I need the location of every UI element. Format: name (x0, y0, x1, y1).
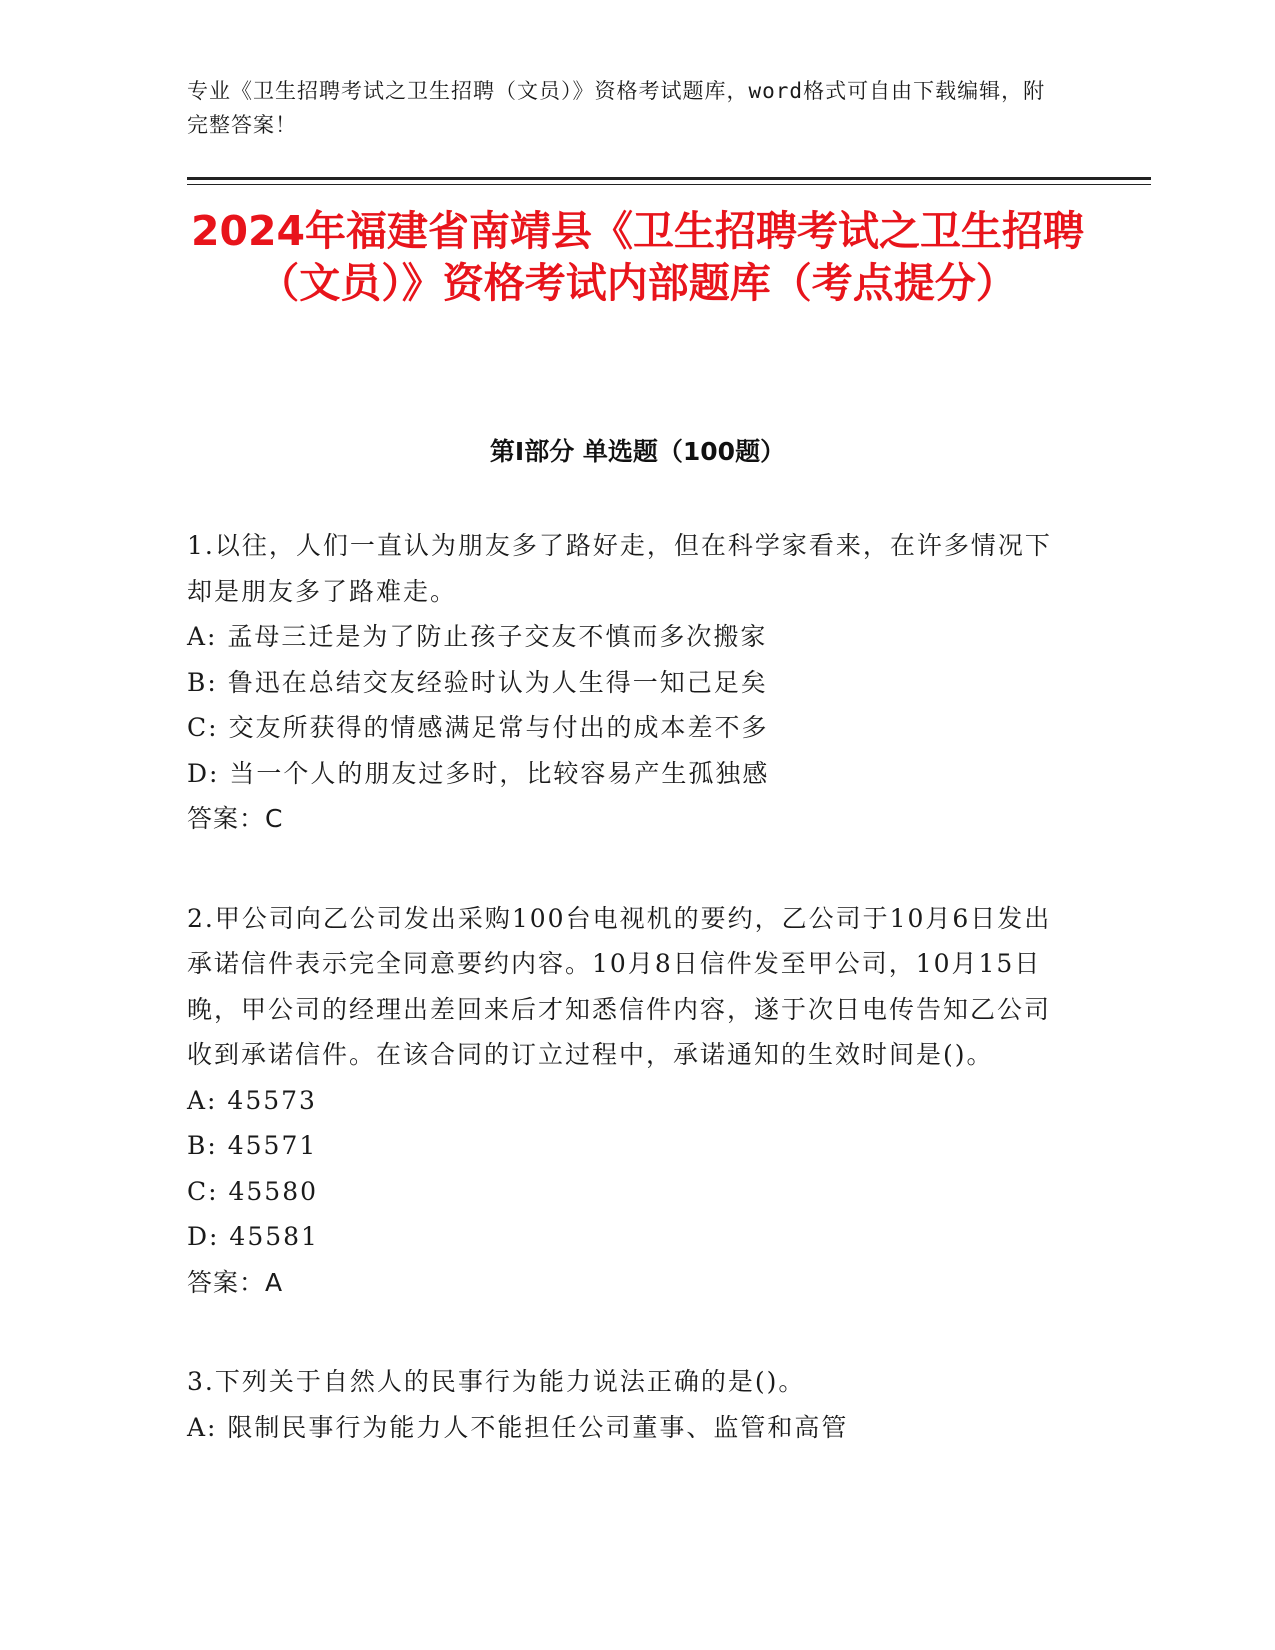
question-item (187, 1359, 1067, 1450)
question-stem: 3.下列关于自然人的民事行为能力说法正确的是()。 (187, 1367, 806, 1396)
question-list (187, 523, 1067, 1504)
question-stem: 1.以往，人们一直认为朋友多了路好走，但在科学家看来，在许多情况下却是朋友多了路难走。 (187, 531, 1052, 606)
answer-line: 答案：C (187, 804, 284, 833)
option-c: C: 45580 (187, 1176, 319, 1206)
option-c: C: 交友所获得的情感满足常与付出的成本差不多 (187, 713, 769, 742)
option-d: D: 当一个人的朋友过多时，比较容易产生孤独感 (187, 758, 770, 788)
question-stem: 2.甲公司向乙公司发出采购100台电视机的要约，乙公司于10月6日发出承诺信件表示完全同意要约内容。10月8日信件发至甲公司，10月15日晚，甲公司的经理出差回来后才知悉信件内容，遂于次日电传告知乙公司收到承诺信件。在该合同的订立过程中，承诺通知的生效时间是()。 (187, 903, 1052, 1069)
question-item (187, 523, 1067, 842)
option-d: D: 45581 (187, 1222, 319, 1251)
header-divider-thick (187, 177, 1151, 180)
header-note: 专业《卫生招聘考试之卫生招聘（文员）》资格考试题库，word格式可自由下载编辑，附完整答案！ (187, 79, 1046, 137)
option-a: A: 孟母三迁是为了防止孩子交友不慎而多次搬家 (187, 622, 768, 651)
question-item (187, 896, 1067, 1306)
option-a: A: 限制民事行为能力人不能担任公司董事、监管和高管 (187, 1412, 849, 1442)
answer-line: 答案：A (187, 1267, 284, 1297)
section-title: 第Ⅰ部分 单选题（100题） (489, 437, 786, 466)
document-title: 2024年福建省南靖县《卫生招聘考试之卫生招聘（文员）》资格考试内部题库（考点提分） (190, 207, 1085, 307)
option-b: B: 鲁迅在总结交友经验时认为人生得一知己足矣 (187, 667, 768, 697)
option-a: A: 45573 (187, 1085, 317, 1115)
option-b: B: 45571 (187, 1131, 318, 1160)
header-divider-thin (187, 184, 1151, 185)
